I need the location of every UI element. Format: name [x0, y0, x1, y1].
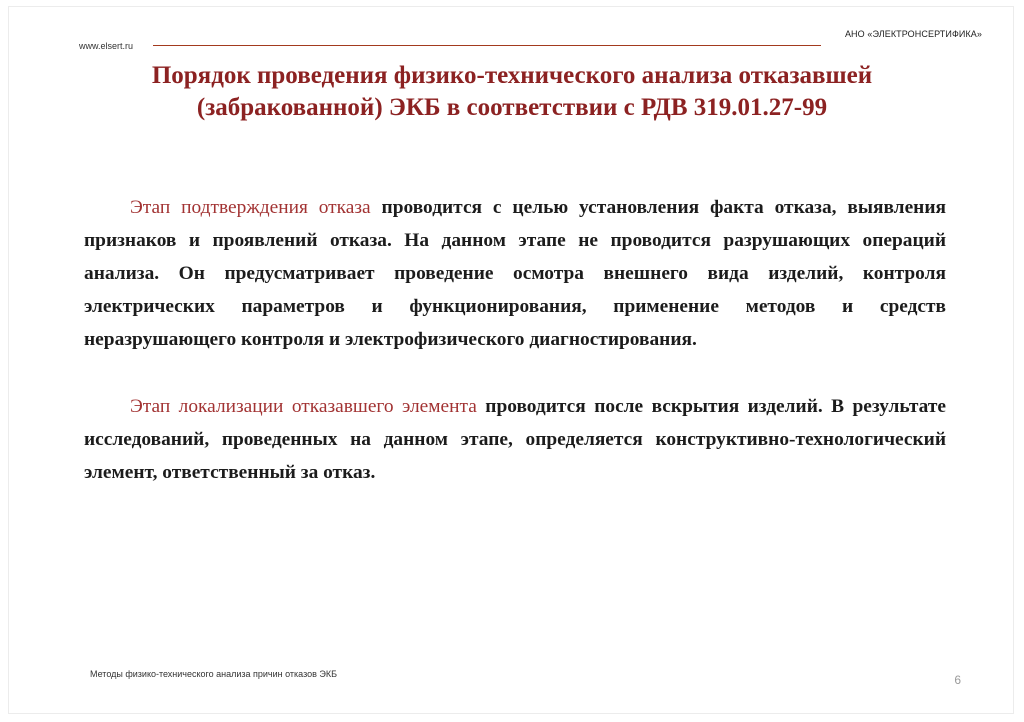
footer-text: Методы физико-технического анализа причин отказов ЭКБ: [90, 669, 338, 679]
term-localization-stage: Этап локализации отказавшего элемента: [130, 396, 477, 417]
paragraph-text: проводится после вскрытия изделий. В результате исследований, проведенных на данном этапе, определяется конструктивно-технологический элемент, ответственный за отказ.: [84, 396, 946, 483]
header-divider: [153, 45, 821, 46]
term-confirmation-stage: Этап подтверждения отказа: [130, 197, 371, 218]
org-name: АНО «ЭЛЕКТРОНСЕРТИФИКА»: [844, 29, 982, 39]
page-number: 6: [954, 673, 961, 687]
paragraph-confirmation-stage: [84, 191, 946, 356]
paragraph-text: проводится с целью установления факта отказа, выявления признаков и проявлений отказа. На данном этапе не проводится разрушающих операций анализа. Он предусматривает проведение осмотра внешнего вида изделий, контроля электрических параметров и функционирования, применение методов и средств неразрушающего контроля и электрофизического диагностирования.: [84, 197, 947, 350]
site-url: www.elsert.ru: [79, 41, 134, 51]
slide-body: [84, 191, 946, 523]
paragraph-localization-stage: [84, 390, 946, 489]
page-title: Порядок проведения физико-технического анализа отказавшей (забракованной) ЭКБ в соответствии с РДВ 319.01.27-99: [151, 62, 873, 121]
